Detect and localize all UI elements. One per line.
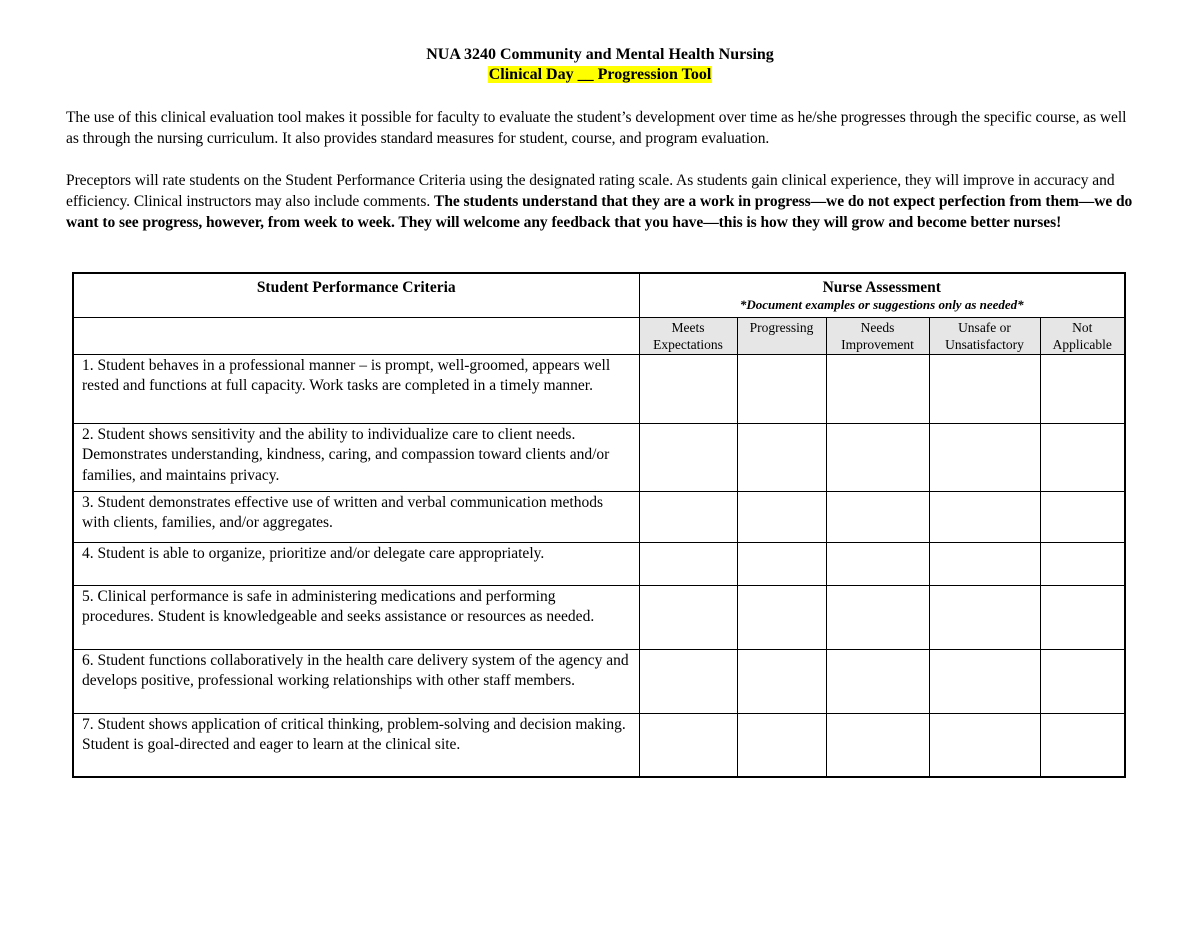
criteria-row-6 [73,649,1125,713]
intro-paragraph-2-plain: Preceptors will rate students on the Student Performance Criteria using the designated rating scale. As students gain clinical experience, they will improve in accuracy and efficiency. Clinical instructors may also include comments. [66,172,1115,210]
document-header [0,45,1200,85]
rating-cell[interactable] [639,423,737,491]
rating-cell[interactable] [826,542,929,585]
document-title: NUA 3240 Community and Mental Health Nursing [426,46,774,63]
rating-cell[interactable] [737,713,826,777]
rating-cell[interactable] [737,649,826,713]
rating-meets-expectations: Meets Expectations [639,317,737,354]
criteria-row-2 [73,423,1125,491]
criteria-row-4 [73,542,1125,585]
criteria-text: 4. Student is able to organize, prioritize and/or delegate care appropriately. [73,542,639,585]
criteria-row-1 [73,354,1125,423]
rating-cell[interactable] [929,542,1040,585]
rating-cell[interactable] [737,423,826,491]
rating-cell[interactable] [929,585,1040,649]
intro-paragraph-2-bold: The students understand that they are a work in progress—we do not expect perfection from them—we do want to see progress, however, from week to week. They will welcome any feedback that you have—this is how they will grow and become better nurses! [66,192,1133,231]
rating-cell[interactable] [639,649,737,713]
criteria-text: 5. Clinical performance is safe in administering medications and performing procedures. Student is knowledgeable and seeks assistance or resources as needed. [73,585,639,649]
criteria-text: 3. Student demonstrates effective use of written and verbal communication methods with clients, families, and/or aggregates. [73,491,639,542]
criteria-text: 2. Student shows sensitivity and the ability to individualize care to client needs. Demonstrates understanding, kindness, caring, and compassion toward clients and/or families, and maintains privacy. [73,423,639,491]
rating-cell[interactable] [929,491,1040,542]
rating-cell[interactable] [929,423,1040,491]
rating-cell[interactable] [826,491,929,542]
rating-cell[interactable] [737,354,826,423]
criteria-row-5 [73,585,1125,649]
intro-paragraph-1: The use of this clinical evaluation tool makes it possible for faculty to evaluate the student’s development over time as he/she progresses through the specific course, as well as through the nursing curriculum. It also provides standard measures for student, course, and program evaluation. [66,109,1127,147]
rating-unsafe-unsatisfactory: Unsafe or Unsatisfactory [929,317,1040,354]
rating-cell[interactable] [929,713,1040,777]
rating-progressing: Progressing [737,317,826,354]
rating-cell[interactable] [639,585,737,649]
rating-cell[interactable] [1040,423,1125,491]
rating-cell[interactable] [1040,354,1125,423]
rating-cell[interactable] [1040,585,1125,649]
rating-cell[interactable] [826,585,929,649]
rating-cell[interactable] [639,542,737,585]
rating-cell[interactable] [826,713,929,777]
rating-cell[interactable] [639,491,737,542]
rating-cell[interactable] [929,649,1040,713]
rating-cell[interactable] [639,354,737,423]
nurse-assessment-header [639,273,1125,317]
evaluation-table [72,272,1126,778]
criteria-row-7 [73,713,1125,777]
rating-cell[interactable] [1040,542,1125,585]
rating-scale-row [73,317,1125,354]
rating-cell[interactable] [929,354,1040,423]
criteria-text: 1. Student behaves in a professional manner – is prompt, well-groomed, appears well rested and functions at full capacity. Work tasks are completed in a timely manner. [73,354,639,423]
rating-scale-blank-cell [73,317,639,354]
nurse-assessment-title: Nurse Assessment [822,279,941,296]
rating-cell[interactable] [1040,491,1125,542]
rating-cell[interactable] [1040,713,1125,777]
criteria-row-3 [73,491,1125,542]
criteria-header: Student Performance Criteria [73,273,639,317]
rating-cell[interactable] [826,649,929,713]
rating-cell[interactable] [826,354,929,423]
rating-cell[interactable] [1040,649,1125,713]
rating-cell[interactable] [639,713,737,777]
intro-paragraph-2 [66,171,1136,233]
rating-cell[interactable] [737,491,826,542]
highlighted-subtitle: Clinical Day __ Progression Tool [488,66,712,83]
rating-not-applicable: Not Applicable [1040,317,1125,354]
table-header-row [73,273,1125,317]
rating-needs-improvement: Needs Improvement [826,317,929,354]
rating-cell[interactable] [737,585,826,649]
rating-cell[interactable] [737,542,826,585]
document-subtitle [0,65,1200,85]
nurse-assessment-note: *Document examples or suggestions only as needed* [739,297,1024,312]
criteria-text: 6. Student functions collaboratively in the health care delivery system of the agency and develops positive, professional working relationships with other staff members. [73,649,639,713]
rating-cell[interactable] [826,423,929,491]
criteria-text: 7. Student shows application of critical thinking, problem-solving and decision making. Student is goal-directed and eager to learn at the clinical site. [73,713,639,777]
